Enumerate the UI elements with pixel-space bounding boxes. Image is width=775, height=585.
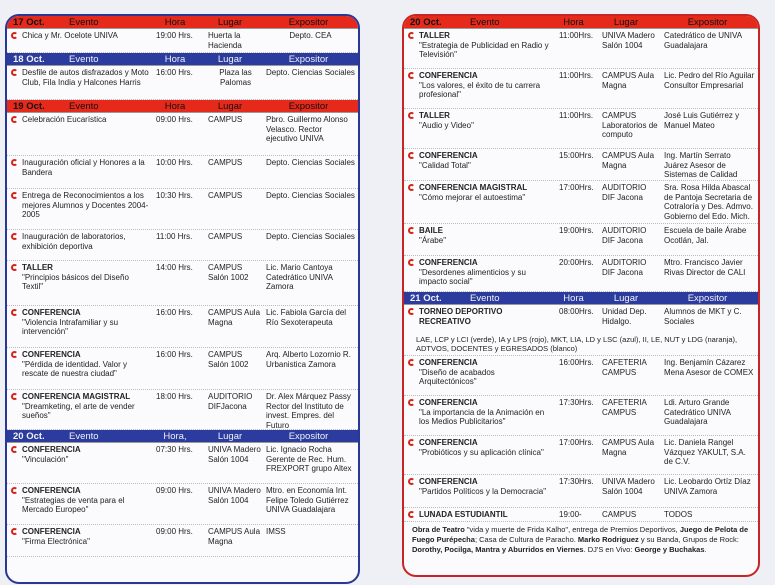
- event-title: "Principios básicos del Diseño Textil": [22, 272, 129, 291]
- event-hour: 16:00 Hrs.: [156, 350, 193, 359]
- note-part: .: [704, 545, 707, 554]
- event-hour: 11:00 Hrs.: [156, 232, 193, 241]
- col-event-header: Evento: [69, 53, 99, 65]
- list-item: [7, 443, 358, 484]
- list-item: [7, 29, 358, 53]
- event-speaker: Depto. CEA: [289, 31, 332, 40]
- note-part: Obra de Teatro: [412, 525, 465, 534]
- col-hour-header: Hora: [164, 16, 186, 28]
- col-hour-header: Hora: [164, 100, 186, 112]
- event-hour: 09:00 Hrs.: [156, 527, 193, 536]
- event-speaker: Depto. Ciencias Sociales: [266, 158, 355, 167]
- event-speaker: Lic. Ignacio Rocha Gerente de Rec. Hum. FREXPORT grupo Altex: [266, 445, 352, 473]
- day-20-cont-list: [404, 29, 758, 292]
- event-title: "Cómo mejorar el autoestima": [419, 192, 526, 202]
- day-header-18-oct: [7, 53, 358, 66]
- day-20-list: [7, 443, 358, 557]
- event-place: CAMPUS: [208, 158, 243, 167]
- note-part: y su Banda, Grupos de Rock:: [638, 535, 739, 544]
- event-place: CAFETERIA CAMPUS: [602, 398, 647, 417]
- note-part: Marko Rodriguez: [577, 535, 639, 544]
- event-place: CAFETERIA CAMPUS: [602, 358, 647, 377]
- bullet-icon: [11, 116, 18, 123]
- col-place-header: Lugar: [217, 430, 243, 442]
- bullet-icon: [408, 227, 415, 234]
- event-place: CAMPUS Aula Magna: [602, 151, 655, 170]
- col-place-header: Lugar: [613, 292, 639, 304]
- event-kind: BAILE: [419, 226, 443, 235]
- event-hour: 11:00Hrs.: [559, 31, 594, 40]
- bullet-icon: [408, 184, 415, 191]
- bullet-icon: [11, 446, 18, 453]
- col-hour-header: Hora: [164, 53, 186, 65]
- event-hour: 19:00 Hrs.: [156, 31, 193, 40]
- col-speaker-header: Expositor: [288, 53, 329, 65]
- event-speaker: Ing. Benjamín Cázarez Mena Asesor de COMEX: [664, 358, 754, 377]
- list-item: [404, 181, 758, 224]
- event-place: UNIVA Madero Salón 1004: [208, 445, 261, 464]
- event-place: UNIVA Madero Salón 1004: [208, 486, 261, 505]
- event-hour: 14:00 Hrs.: [156, 263, 193, 272]
- note-part: Juego de Pelota de Fuego Purépecha: [412, 525, 749, 544]
- event-place: AUDITORIO DIFJacona: [208, 392, 253, 411]
- bullet-icon: [11, 69, 18, 76]
- bullet-icon: [408, 399, 415, 406]
- list-item: [7, 525, 358, 557]
- event-place: CAMPUS Aula Magna: [208, 308, 261, 327]
- event-title: "Desordenes alimenticios y su impacto social": [419, 267, 526, 286]
- list-item: [7, 230, 358, 261]
- event-kind: CONFERENCIA: [419, 258, 478, 267]
- event-title: "La importancia de la Animación en los Medios Publicitarios": [419, 407, 545, 426]
- event-place: CAMPUS Laboratorios de computo: [602, 111, 658, 139]
- event-kind: CONFERENCIA: [22, 445, 81, 454]
- list-item: [404, 149, 758, 181]
- event-kind: TALLER: [22, 263, 53, 272]
- event-place: CAMPUS Aula Magna: [602, 438, 655, 457]
- event-title: Entrega de Reconocimientos a los mejores Alumnos y Docentes 2004-2005: [22, 191, 149, 219]
- list-item: [404, 396, 758, 436]
- event-hour: 16:00 Hrs.: [156, 308, 193, 317]
- event-title: "Partidos Políticos y la Democracia": [419, 486, 547, 496]
- event-hour: 17:30Hrs.: [559, 477, 594, 486]
- event-kind: CONFERENCIA: [22, 527, 81, 536]
- list-item: [7, 156, 358, 189]
- event-speaker: Escuela de baile Árabe Ocotlán, Jal.: [664, 226, 747, 245]
- event-speaker: Depto. Ciencias Sociales: [266, 68, 355, 77]
- event-hour: 09:00 Hrs.: [156, 486, 193, 495]
- event-speaker: Sra. Rosa Hilda Abascal de Pantoja Secretaria de Cotraloría y Des. Admvo. Gobierno del Edo. Mich.: [664, 183, 753, 221]
- event-hour: 20:00Hrs.: [559, 258, 594, 267]
- event-place: CAMPUS: [208, 115, 243, 124]
- event-speaker: TODOS: [664, 510, 693, 519]
- col-event-header: Evento: [470, 16, 500, 28]
- torneo-row: [404, 305, 758, 335]
- list-item: [7, 390, 358, 430]
- col-speaker-header: Expositor: [687, 16, 728, 28]
- bullet-icon: [11, 264, 18, 271]
- event-hour: 19:00-: [559, 510, 582, 519]
- bullet-icon: [408, 259, 415, 266]
- event-place: CAMPUS Aula Magna: [602, 71, 655, 90]
- event-place: AUDITORIO DIF Jacona: [602, 258, 647, 277]
- event-kind: CONFERENCIA: [419, 398, 478, 407]
- list-item: [404, 475, 758, 508]
- event-hour: 17:30Hrs.: [559, 398, 594, 407]
- col-speaker-header: Expositor: [687, 292, 728, 304]
- closing-note: [404, 522, 758, 558]
- event-hour: 16:00Hrs.: [559, 358, 594, 367]
- event-speaker: José Luis Gutiérrez y Manuel Mateo: [664, 111, 740, 130]
- event-place: CAMPUS Salón 1002: [208, 350, 249, 369]
- event-place: UNIVA Madero Salón 1004: [602, 31, 655, 50]
- col-event-header: Evento: [470, 292, 500, 304]
- event-kind: CONFERENCIA: [419, 151, 478, 160]
- event-kind: CONFERENCIA: [22, 308, 81, 317]
- col-speaker-header: Expositor: [288, 16, 329, 28]
- bullet-icon: [408, 439, 415, 446]
- event-place: Plaza las Palomas: [219, 68, 252, 87]
- bullet-icon: [11, 233, 18, 240]
- event-place: Unidad Dep. Hidalgo.: [602, 307, 647, 326]
- list-item: [404, 356, 758, 396]
- event-title: "Audio y Video": [419, 120, 474, 130]
- torneo-teams: LAE, LCP y LCI (verde), IA y LPS (rojo), MKT, LIA, LD y LSC (azul), II, LE, NUT y LDG (naranja), ADTVOS, DOCENTES y EGRESADOS (blanco): [404, 335, 758, 356]
- col-speaker-header: Expositor: [288, 100, 329, 112]
- day-header-21-oct: [404, 292, 758, 305]
- bullet-icon: [408, 308, 415, 315]
- event-speaker: Depto. Ciencias Sociales: [266, 191, 355, 200]
- event-title: "Estrategia de Publicidad en Radio y Televisión": [419, 40, 549, 59]
- event-title: "Estrategias de venta para el Mercado Europeo": [22, 495, 125, 514]
- event-title: Inauguración oficial y Honores a la Bandera: [22, 158, 145, 177]
- list-item: [7, 113, 358, 156]
- event-kind: TALLER: [419, 31, 450, 40]
- day-date: 19 Oct.: [13, 100, 45, 112]
- event-title: "Calidad Total": [419, 160, 471, 170]
- event-place: CAMPUS: [208, 191, 243, 200]
- event-kind: CONFERENCIA: [419, 477, 478, 486]
- event-speaker: Catedrático de UNIVA Guadalajara: [664, 31, 742, 50]
- event-speaker: Ing. Martín Serrato Juárez Asesor de Sistemas de Calidad: [664, 151, 738, 179]
- list-item: [7, 189, 358, 230]
- event-kind: CONFERENCIA: [22, 350, 81, 359]
- note-part: ; Casa de Cultura de Paracho.: [474, 535, 578, 544]
- event-hour: 07:30 Hrs.: [156, 445, 193, 454]
- list-item: [404, 508, 758, 522]
- list-item: [404, 224, 758, 256]
- event-title: "Firma Electrónica": [22, 536, 90, 546]
- col-event-header: Evento: [69, 16, 99, 28]
- event-place: Huerta la Hacienda: [208, 31, 242, 50]
- list-item: [7, 348, 358, 390]
- bullet-icon: [408, 511, 415, 518]
- event-speaker: Lic. Mario Cantoya Catedrático UNIVA Zamora: [266, 263, 333, 291]
- left-schedule-panel: [5, 14, 360, 584]
- event-title: Chica y Mr. Ocelote UNIVA: [22, 31, 118, 40]
- event-hour: 10:30 Hrs.: [156, 191, 193, 200]
- bullet-icon: [11, 159, 18, 166]
- event-hour: 15:00Hrs.: [559, 151, 594, 160]
- event-speaker: Ldi. Arturo Grande Catedrático UNIVA Guadalajara: [664, 398, 731, 426]
- day-date: 20 Oct.: [13, 430, 45, 442]
- event-speaker: Pbro. Guillermo Alonso Velasco. Rector ejecutivo UNIVA: [266, 115, 348, 143]
- event-speaker: Mtro. Francisco Javier Rivas Director de CALI: [664, 258, 746, 277]
- col-place-header: Lugar: [613, 16, 639, 28]
- col-place-header: Lugar: [217, 100, 243, 112]
- event-hour: 11:00Hrs.: [559, 71, 594, 80]
- event-speaker: Arq. Alberto Lozornio R. Urbanistica Zamora: [266, 350, 351, 369]
- event-title: Inauguración de laboratorios, exhibición deportiva: [22, 232, 126, 251]
- event-title: "Probióticos y su aplicación clínica": [419, 447, 544, 457]
- bullet-icon: [408, 359, 415, 366]
- bullet-icon: [11, 192, 18, 199]
- day-date: 18 Oct.: [13, 53, 45, 65]
- list-item: [404, 109, 758, 149]
- event-speaker: Lic. Leobardo Ortíz Díaz UNIVA Zamora: [664, 477, 751, 496]
- event-kind: CONFERENCIA: [419, 438, 478, 447]
- note-part: George y Buchakas: [634, 545, 705, 554]
- day-header-20-oct: [7, 430, 358, 443]
- event-kind: CONFERENCIA: [22, 486, 81, 495]
- event-kind: TORNEO DEPORTIVO RECREATIVO: [419, 307, 503, 326]
- event-title: Desfile de autos disfrazados y Moto Club, Fila India y Halcones Harris: [22, 68, 149, 87]
- event-hour: 19:00Hrs.: [559, 226, 594, 235]
- bullet-icon: [11, 351, 18, 358]
- event-title: "Diseño de acabados Arquitectónicos": [419, 367, 495, 386]
- bullet-icon: [408, 112, 415, 119]
- bullet-icon: [408, 152, 415, 159]
- event-title: Celebración Eucarística: [22, 115, 107, 124]
- event-speaker: Alumnos de MKT y C. Sociales: [664, 307, 742, 326]
- event-place: CAMPUS Salón 1002: [208, 263, 249, 282]
- event-place: AUDITORIO DIF Jacona: [602, 183, 647, 202]
- event-place: AUDITORIO DIF Jacona: [602, 226, 647, 245]
- right-schedule-panel: [402, 14, 760, 577]
- col-place-header: Lugar: [217, 53, 243, 65]
- event-kind: CONFERENCIA: [419, 71, 478, 80]
- col-hour-header: Hora: [563, 292, 584, 304]
- event-kind: LUNADA ESTUDIANTIL: [419, 510, 508, 519]
- list-item: [7, 306, 358, 348]
- col-hour-header: Hora: [563, 16, 584, 28]
- bullet-icon: [11, 393, 18, 400]
- list-item: [404, 69, 758, 109]
- col-hour-header: Hora,: [163, 430, 187, 442]
- bullet-icon: [408, 72, 415, 79]
- bullet-icon: [408, 32, 415, 39]
- list-item: [7, 261, 358, 306]
- event-title: "Violencia Intrafamiliar y su intervención": [22, 317, 119, 336]
- bullet-icon: [11, 487, 18, 494]
- event-title: "Pérdida de identidad. Valor y rescate de nuestra ciudad": [22, 359, 127, 378]
- event-hour: 11:00Hrs.: [559, 111, 594, 120]
- day-date: 17 Oct.: [13, 16, 45, 28]
- event-hour: 09:00 Hrs.: [156, 115, 193, 124]
- day-header-20-oct-cont: [404, 16, 758, 29]
- list-item: [7, 484, 358, 525]
- event-hour: 10:00 Hrs.: [156, 158, 193, 167]
- event-hour: 16:00 Hrs.: [156, 68, 193, 77]
- day-date: 21 Oct.: [410, 292, 442, 304]
- bullet-icon: [11, 528, 18, 535]
- event-place: CAMPUS: [602, 510, 637, 519]
- event-place: CAMPUS: [208, 232, 243, 241]
- event-place: UNIVA Madero Salón 1004: [602, 477, 655, 496]
- event-kind: TALLER: [419, 111, 450, 120]
- event-speaker: IMSS: [266, 527, 286, 536]
- event-title: "Dreamketing, el arte de vender sueños": [22, 401, 135, 420]
- event-title: "Vinculación": [22, 454, 69, 464]
- col-speaker-header: Expositor: [288, 430, 329, 442]
- event-hour: 17:00Hrs.: [559, 438, 594, 447]
- day-date: 20 Oct.: [410, 16, 442, 28]
- list-item: [7, 66, 358, 100]
- event-speaker: Lic. Pedro del Río Aguilar Consultor Empresarial: [664, 71, 755, 90]
- day-header-17-oct: [7, 16, 358, 29]
- note-part: "vida y muerte de Frida Kalho", entrega de Premios Deportivos,: [464, 525, 680, 534]
- event-hour: 18:00 Hrs.: [156, 392, 193, 401]
- list-item: [404, 29, 758, 69]
- event-speaker: Lic. Daniela Rangel Vázquez YAKULT, S.A. de C.V.: [664, 438, 746, 466]
- col-event-header: Evento: [69, 100, 99, 112]
- event-speaker: Depto. Ciencias Sociales: [266, 232, 355, 241]
- note-part: . DJ'S en Vivo:: [583, 545, 635, 554]
- bullet-icon: [11, 309, 18, 316]
- event-title: "Los valores, el éxito de tu carrera profesional": [419, 80, 541, 99]
- event-kind: CONFERENCIA MAGISTRAL: [419, 183, 528, 192]
- list-item: [404, 436, 758, 475]
- bullet-icon: [11, 32, 18, 39]
- day-21-list: [404, 356, 758, 522]
- col-place-header: Lugar: [217, 16, 243, 28]
- event-speaker: Lic. Fabiola García del Río Sexoterapeuta: [266, 308, 347, 327]
- bullet-icon: [408, 478, 415, 485]
- event-place: CAMPUS Aula Magna: [208, 527, 261, 546]
- list-item: [404, 256, 758, 292]
- day-header-19-oct: [7, 100, 358, 113]
- event-speaker: Dr. Alex Márquez Passy Rector del Instituto de invest. Empres. del Futuro: [266, 392, 351, 430]
- col-event-header: Evento: [69, 430, 99, 442]
- day-19-list: [7, 113, 358, 430]
- event-kind: CONFERENCIA: [419, 358, 478, 367]
- event-hour: 08:00Hrs.: [559, 307, 594, 316]
- event-title: "Árabe": [419, 235, 447, 245]
- event-speaker: Mtro. en Economía Int. Felipe Toledo Gutiérrez UNIVA Guadalajara: [266, 486, 349, 514]
- event-kind: CONFERENCIA MAGISTRAL: [22, 392, 131, 401]
- event-hour: 17:00Hrs.: [559, 183, 594, 192]
- note-part: Dorothy, Pocilga, Mantra y Aburridos en Viernes: [412, 545, 584, 554]
